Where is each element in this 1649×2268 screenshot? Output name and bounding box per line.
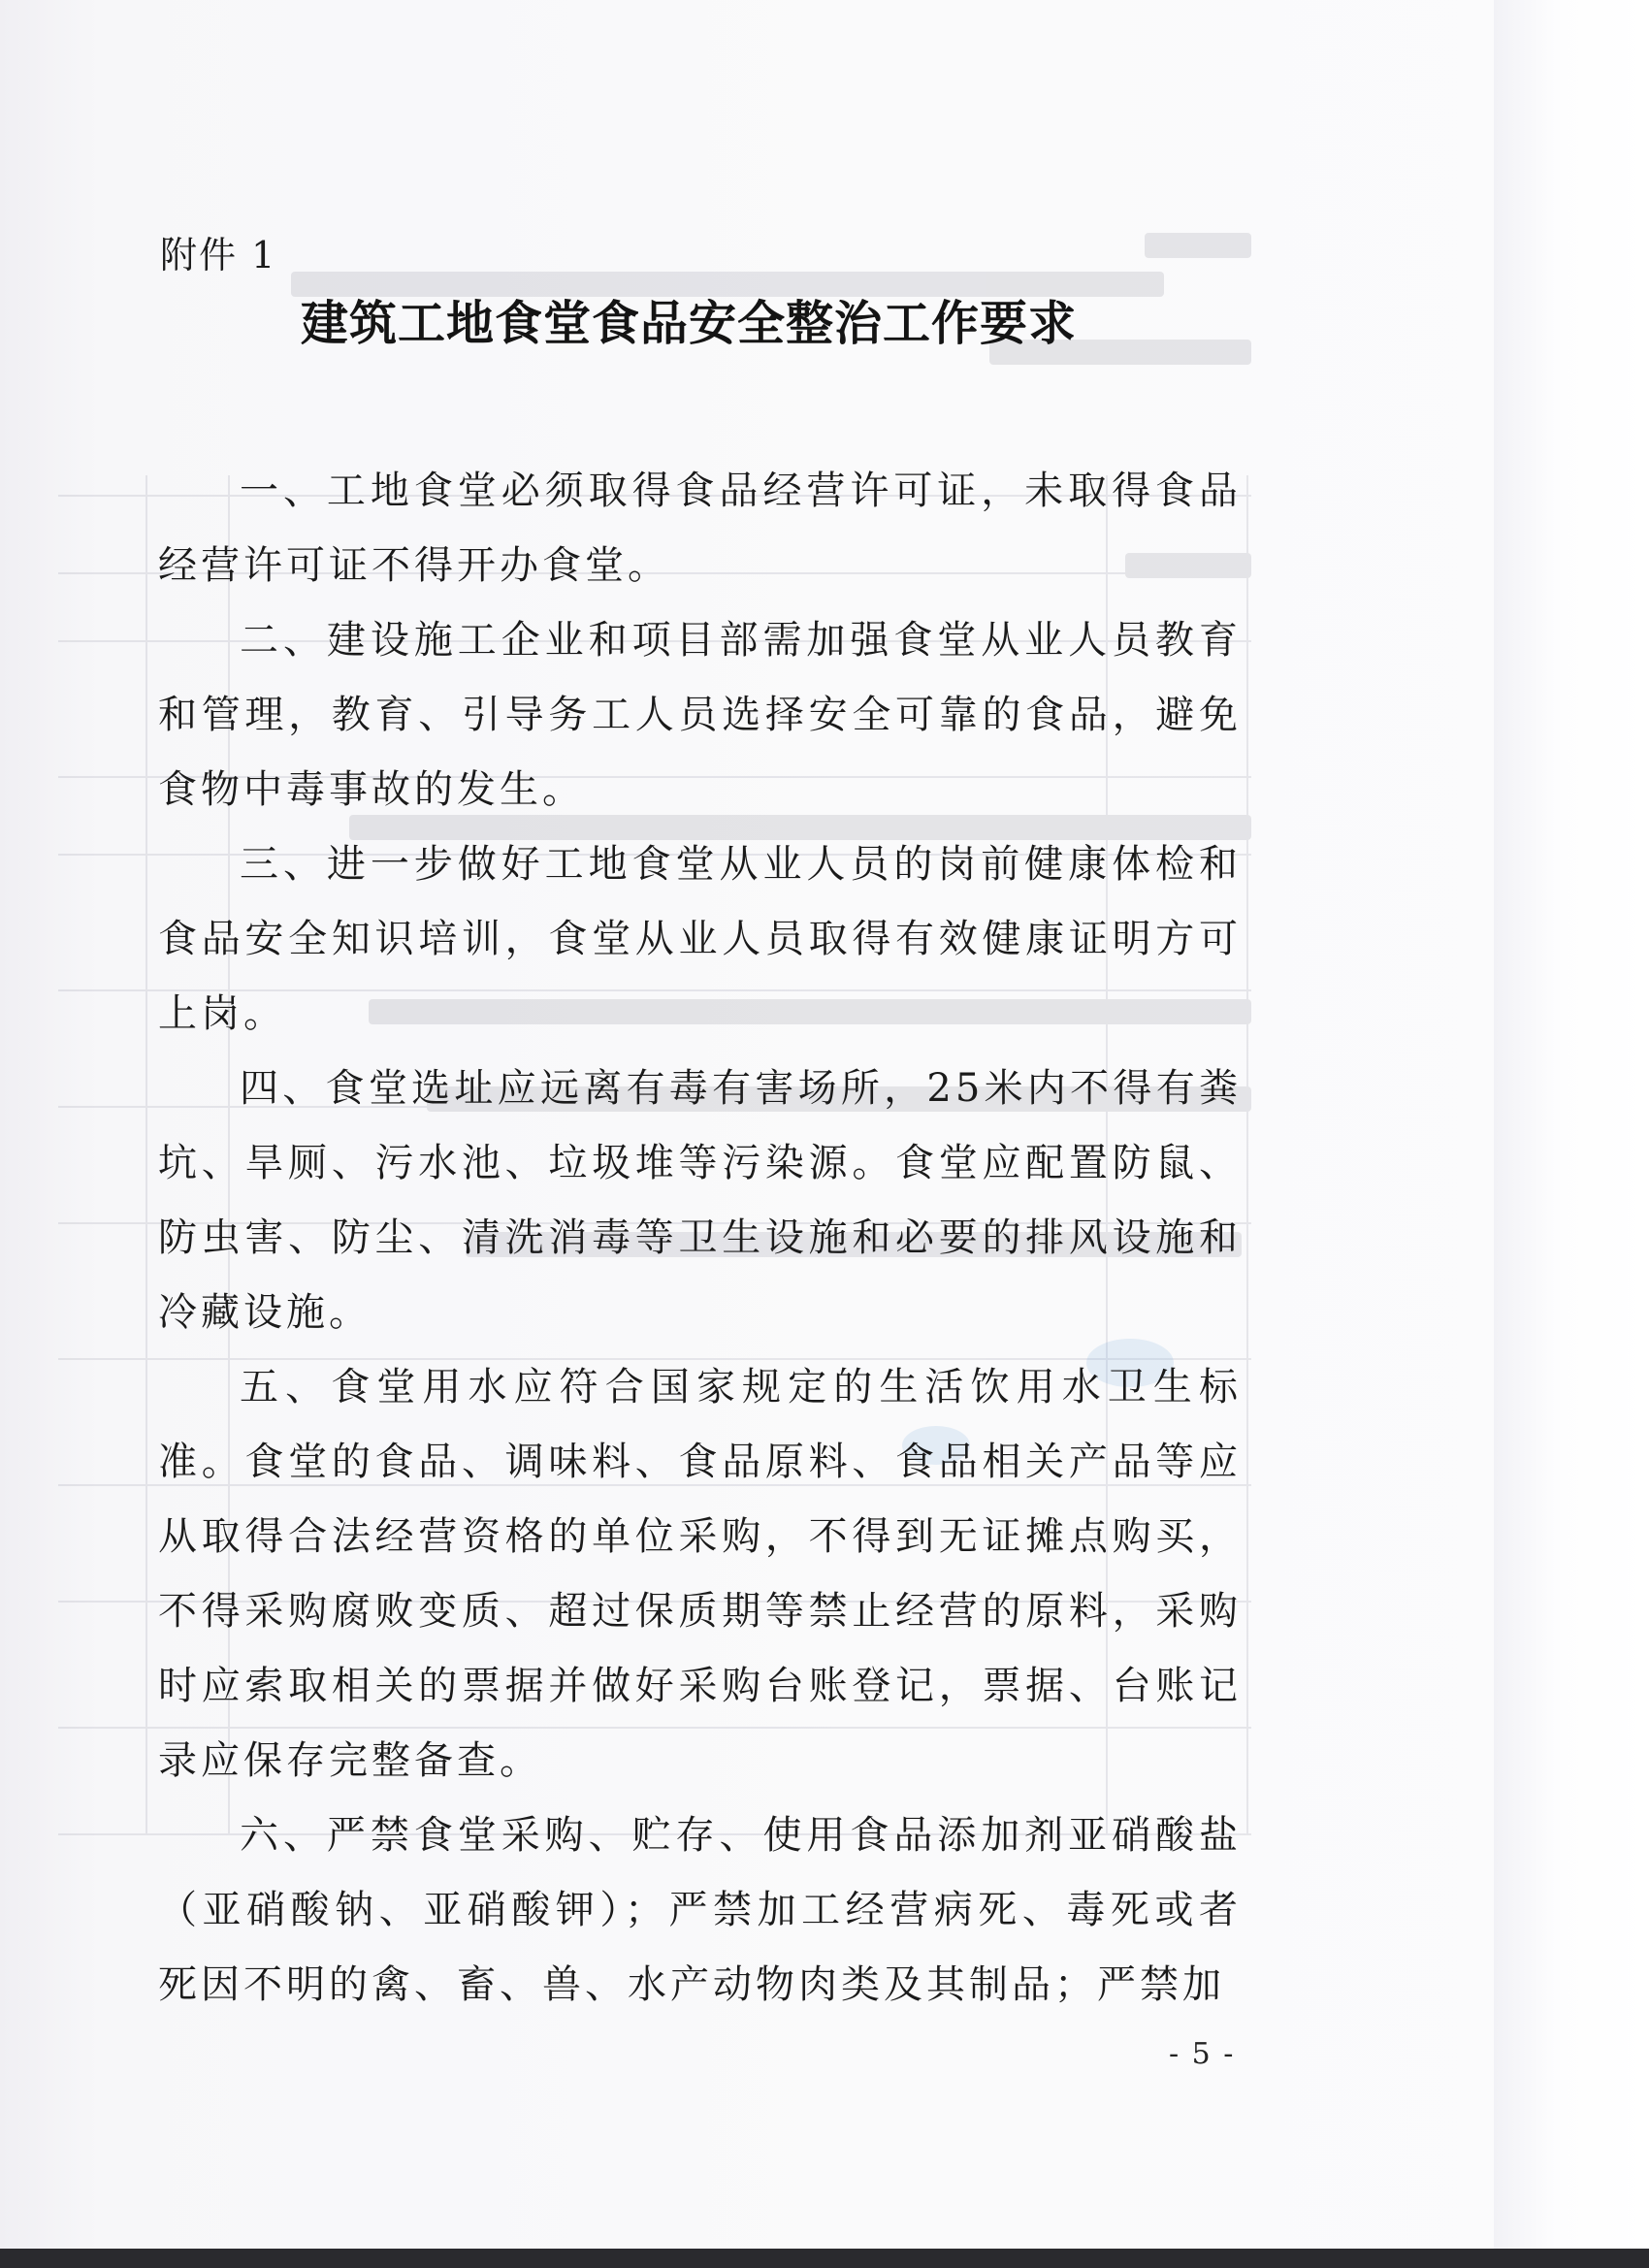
paragraph-2: 二、建设施工企业和项目部需加强食堂从业人员教育和管理，教育、引导务工人员选择安全可靠的食品，避免食物中毒事故的发生。	[158, 618, 1242, 812]
paragraph-4: 四、食堂选址应远离有毒有害场所，25米内不得有粪坑、旱厕、污水池、垃圾堆等污染源。食堂应配置防鼠、防虫害、防尘、清洗消毒等卫生设施和必要的排风设施和冷藏设施。	[158, 1066, 1242, 1335]
document-body	[158, 454, 1242, 2023]
paragraph-1: 一、工地食堂必须取得食品经营许可证，未取得食品经营许可证不得开办食堂。	[158, 469, 1242, 588]
document-title: 建筑工地食堂食品安全整治工作要求	[300, 296, 1077, 351]
scan-bottom-edge	[0, 2249, 1649, 2268]
page-edge-shadow	[1494, 0, 1649, 2256]
annex-label: 附件 1	[160, 234, 277, 276]
paragraph-3: 三、进一步做好工地食堂从业人员的岗前健康体检和食品安全知识培训，食堂从业人员取得有效健康证明方可上岗。	[158, 842, 1242, 1036]
paragraph-5: 五、食堂用水应符合国家规定的生活饮用水卫生标准。食堂的食品、调味料、食品原料、食品相关产品等应从取得合法经营资格的单位采购，不得到无证摊点购买，不得采购腐败变质、超过保质期等禁止经营的原料，采购时应索取相关的票据并做好采购台账登记，票据、台账记录应保存完整备查。	[158, 1365, 1242, 1783]
paragraph-6: 六、严禁食堂采购、贮存、使用食品添加剂亚硝酸盐（亚硝酸钠、亚硝酸钾）；严禁加工经营病死、毒死或者死因不明的禽、畜、兽、水产动物肉类及其制品；严禁加	[158, 1813, 1242, 2007]
page-number: - 5 -	[1169, 2037, 1236, 2071]
